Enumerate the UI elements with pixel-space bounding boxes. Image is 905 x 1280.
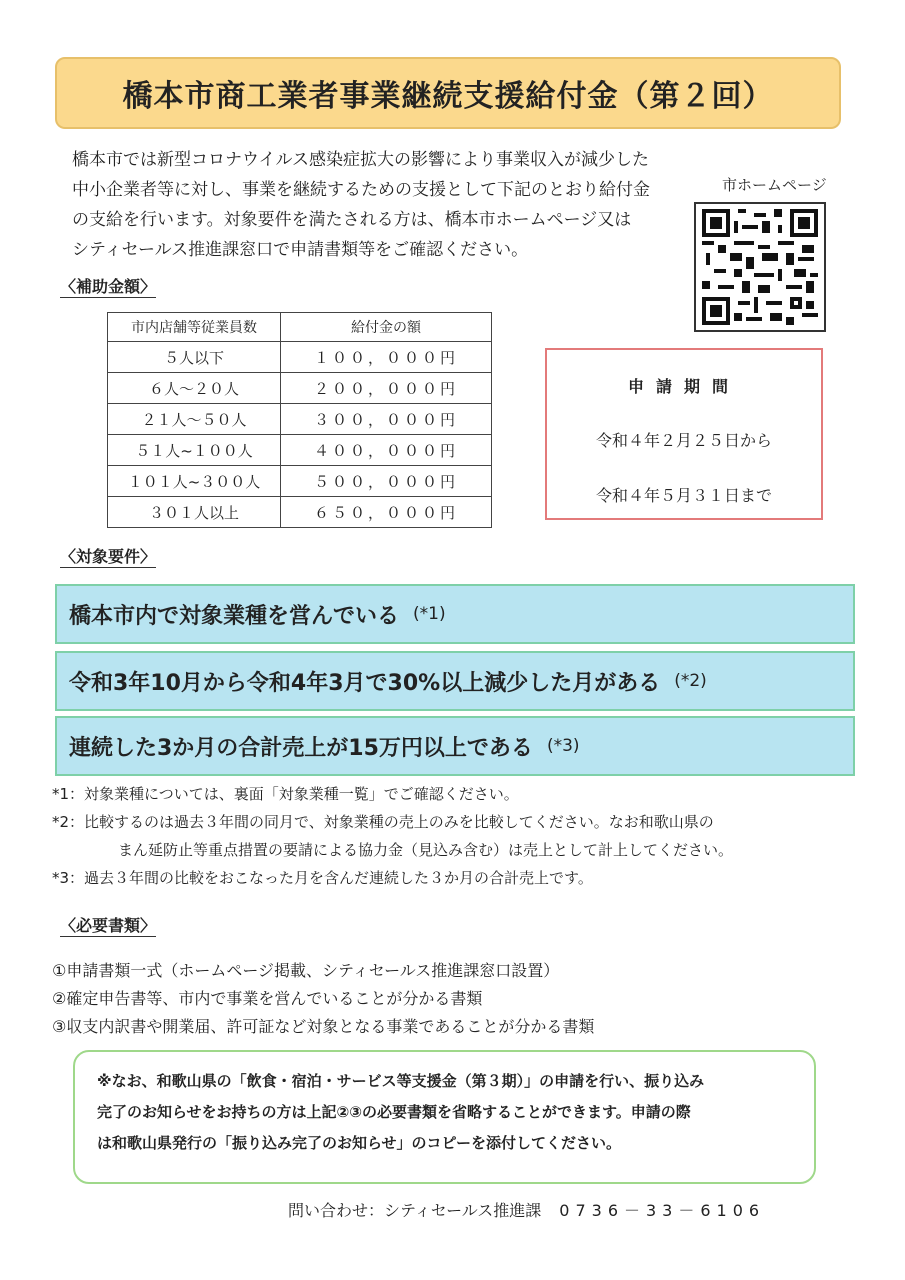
period-title: 申請期間 <box>627 377 740 396</box>
intro-line: 橋本市では新型コロナウイルス感染症拡大の影響により事業収入が減少した <box>72 150 649 170</box>
title-banner <box>55 57 841 129</box>
period-end: 令和４年５月３１日まで <box>595 486 772 505</box>
table-row: ２１人～５０人 ３００，０００円 <box>108 404 492 435</box>
amount-table <box>107 312 492 528</box>
column-header: 市内店舗等従業員数 <box>108 313 281 342</box>
footnote-mark: (*1) <box>413 604 446 624</box>
intro-paragraph <box>72 145 692 265</box>
contact-phone[interactable]: 0736－33－6106 <box>559 1201 766 1220</box>
table-row: ５人以下 １００，０００円 <box>108 342 492 373</box>
intro-line: の支給を行います。対象要件を満たされる方は、橋本市ホームページ又は <box>72 210 632 230</box>
list-item: ③収支内訳書や開業届、許可証など対象となる事業であることが分かる書類 <box>52 1017 595 1036</box>
footnotes <box>52 780 872 892</box>
qr-label: 市ホームページ <box>722 176 827 194</box>
column-header: 給付金の額 <box>281 313 492 342</box>
table-header-row <box>108 313 492 342</box>
list-item: ②確定申告書等、市内で事業を営んでいることが分かる書類 <box>52 989 483 1008</box>
notice-line: ※なお、和歌山県の「飲食・宿泊・サービス等支援金（第３期）」の申請を行い、振り込み <box>97 1072 705 1090</box>
table-row: ６人～２０人 ２００，０００円 <box>108 373 492 404</box>
table-row: ３０１人以上 ６５０，０００円 <box>108 497 492 528</box>
contact-info <box>288 1198 765 1221</box>
application-period-box <box>545 348 823 520</box>
contact-label: 問い合わせ：シティセールス推進課 <box>288 1201 542 1220</box>
footnote-mark: (*2) <box>674 671 707 691</box>
page-title: 橋本市商工業者事業継続支援給付金（第２回） <box>122 79 774 114</box>
notice-box <box>73 1050 816 1184</box>
footnote: *3：過去３年間の比較をおこなった月を含んだ連続した３か月の合計売上です。 <box>52 869 593 887</box>
required-documents-list <box>52 957 594 1041</box>
amount-section-label: 〈補助金額〉 <box>60 277 157 296</box>
table-row: １０１人~３００人 ５００，０００円 <box>108 466 492 497</box>
qr-code-icon <box>701 209 819 325</box>
requirement-item: 連続した3か月の合計売上が15万円以上である (*3) <box>55 716 855 776</box>
requirements-section-label: 〈対象要件〉 <box>60 547 157 566</box>
intro-line: シティセールス推進課窓口で申請書類等をご確認ください。 <box>72 240 529 260</box>
table-row: ５１人~１００人 ４００，０００円 <box>108 435 492 466</box>
period-start: 令和４年２月２５日から <box>595 431 772 450</box>
notice-line: 完了のお知らせをお持ちの方は上記②③の必要書類を省略することができます。申請の際 <box>97 1103 691 1121</box>
footnote-mark: (*3) <box>546 736 580 756</box>
requirement-item: 令和3年10月から令和4年3月で30%以上減少した月がある (*2) <box>55 651 855 711</box>
documents-section-label: 〈必要書類〉 <box>60 916 157 935</box>
list-item: ①申請書類一式（ホームページ掲載、シティセールス推進課窓口設置） <box>52 961 560 980</box>
notice-line: は和歌山県発行の「振り込み完了のお知らせ」のコピーを添付してください。 <box>97 1134 621 1152</box>
requirement-item: 橋本市内で対象業種を営んでいる (*1) <box>55 584 855 644</box>
footnote: *2：比較するのは過去３年間の同月で、対象業種の売上のみを比較してください。なお和歌山県の <box>52 813 714 831</box>
intro-line: 中小企業者等に対し、事業を継続するための支援として下記のとおり給付金 <box>72 180 650 200</box>
footnote: まん延防止等重点措置の要請による協力金（見込み含む）は売上として計上してください。 <box>118 841 734 859</box>
footnote: *1：対象業種については、裏面「対象業種一覧」でご確認ください。 <box>52 785 519 803</box>
qr-code-link[interactable] <box>694 202 826 332</box>
